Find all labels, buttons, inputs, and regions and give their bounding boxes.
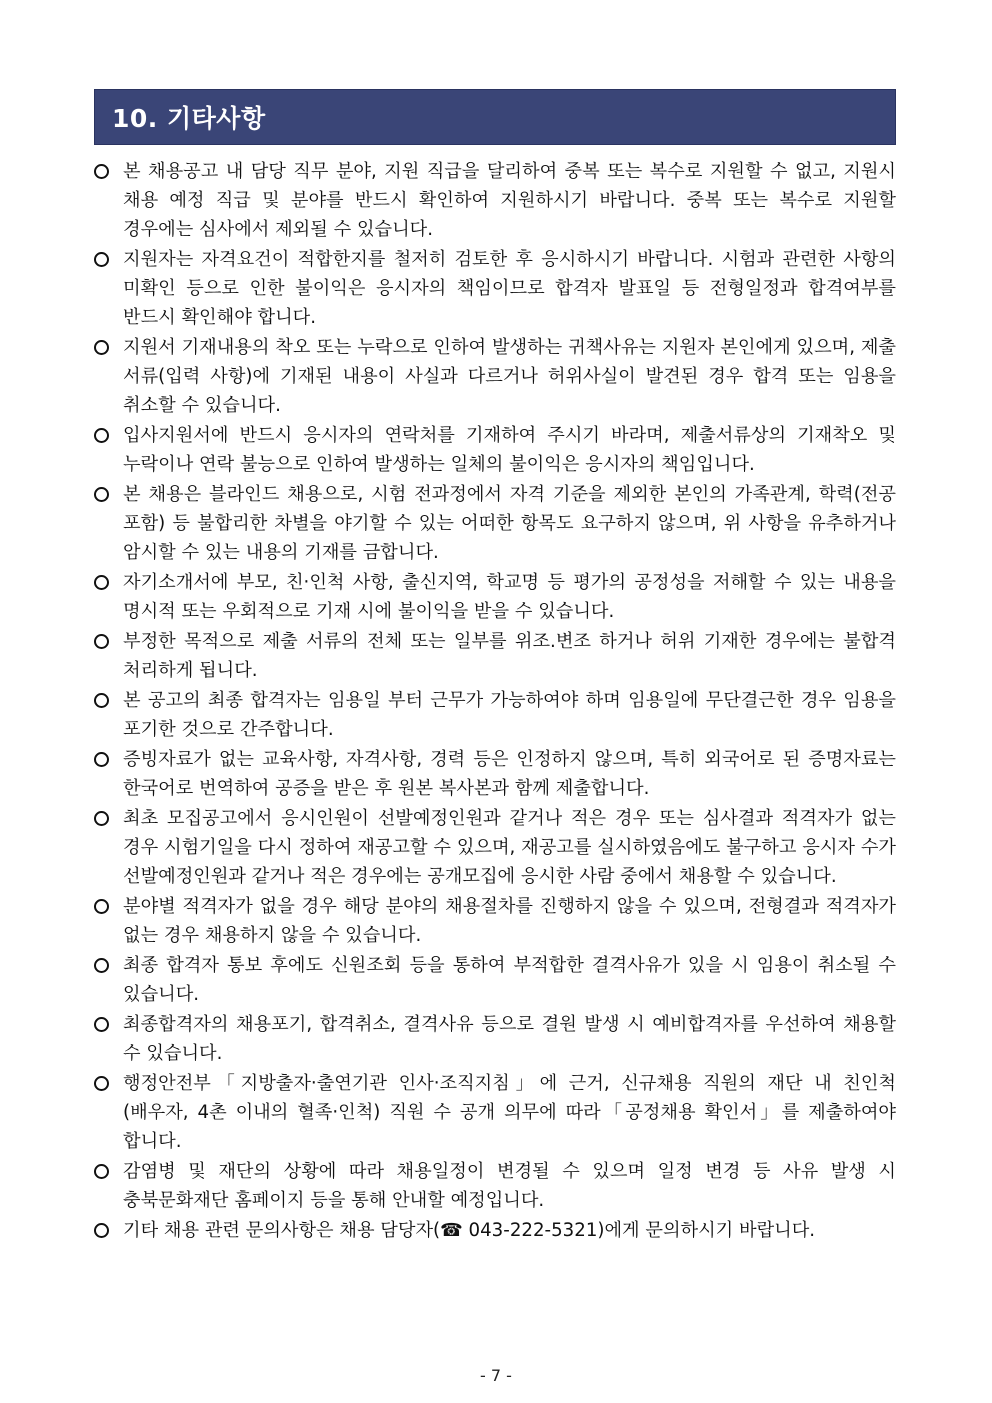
list-item-text: 행정안전부「지방출자·출연기관 인사·조직지침」에 근거, 신규채용 직원의 재단 내 친인척(배우자, 4촌 이내의 혈족·인척) 직원 수 공개 의무에 따라「공정채용 확인서」를 제출하여야 합니다. <box>123 1073 896 1152</box>
notice-list <box>94 157 896 1246</box>
list-item-text: 지원자는 자격요건이 적합한지를 철저히 검토한 후 응시하시기 바랍니다. 시험과 관련한 사항의 미확인 등으로 인한 불이익은 응시자의 책임이므로 합격자 발표일 등 전형일정과 합격여부를 반드시 확인해야 합니다. <box>123 249 896 328</box>
list-item <box>94 421 896 479</box>
circle-bullet-icon <box>94 164 109 179</box>
list-item <box>94 1069 896 1156</box>
list-item <box>94 568 896 626</box>
circle-bullet-icon <box>94 1076 109 1091</box>
list-item-text: 본 채용은 블라인드 채용으로, 시험 전과정에서 자격 기준을 제외한 본인의 가족관계, 학력(전공 포함) 등 불합리한 차별을 야기할 수 있는 어떠한 항목도 요구하지 않으며, 위 사항을 유추하거나 암시할 수 있는 내용의 기재를 금합니다. <box>123 484 896 563</box>
circle-bullet-icon <box>94 1164 109 1179</box>
list-item <box>94 1216 896 1245</box>
list-item-text: 입사지원서에 반드시 응시자의 연락처를 기재하여 주시기 바라며, 제출서류상의 기재착오 및 누락이나 연락 불능으로 인하여 발생하는 일체의 불이익은 응시자의 책임입니다. <box>123 425 896 475</box>
list-item-text: 분야별 적격자가 없을 경우 해당 분야의 채용절차를 진행하지 않을 수 있으며, 전형결과 적격자가 없는 경우 채용하지 않을 수 있습니다. <box>123 896 896 946</box>
circle-bullet-icon <box>94 487 109 502</box>
circle-bullet-icon <box>94 428 109 443</box>
list-item <box>94 627 896 685</box>
list-item <box>94 1157 896 1215</box>
list-item <box>94 245 896 332</box>
list-item-text: 기타 채용 관련 문의사항은 채용 담당자(☎ 043-222-5321)에게 문의하시기 바랍니다. <box>123 1220 816 1241</box>
list-item <box>94 892 896 950</box>
list-item-text: 최초 모집공고에서 응시인원이 선발예정인원과 같거나 적은 경우 또는 심사결과 적격자가 없는 경우 시험기일을 다시 정하여 재공고할 수 있으며, 재공고를 실시하였음에도 불구하고 응시자 수가 선발예정인원과 같거나 적은 경우에는 공개모집에 응시한 사람 중에서 채용할 수 있습니다. <box>123 808 896 887</box>
page-number: - 7 - <box>480 1366 512 1385</box>
circle-bullet-icon <box>94 340 109 355</box>
list-item <box>94 951 896 1009</box>
circle-bullet-icon <box>94 634 109 649</box>
circle-bullet-icon <box>94 752 109 767</box>
list-item-text: 최종합격자의 채용포기, 합격취소, 결격사유 등으로 결원 발생 시 예비합격자를 우선하여 채용할 수 있습니다. <box>123 1014 896 1064</box>
list-item-text: 부정한 목적으로 제출 서류의 전체 또는 일부를 위조.변조 하거나 허위 기재한 경우에는 불합격 처리하게 됩니다. <box>123 631 896 681</box>
list-item <box>94 157 896 244</box>
list-item <box>94 333 896 420</box>
list-item-text: 최종 합격자 통보 후에도 신원조회 등을 통하여 부적합한 결격사유가 있을 시 임용이 취소될 수 있습니다. <box>123 955 896 1005</box>
circle-bullet-icon <box>94 958 109 973</box>
circle-bullet-icon <box>94 1223 109 1238</box>
circle-bullet-icon <box>94 811 109 826</box>
section-title: 10. 기타사항 <box>112 104 266 133</box>
list-item <box>94 480 896 567</box>
list-item-text: 본 공고의 최종 합격자는 임용일 부터 근무가 가능하여야 하며 임용일에 무단결근한 경우 임용을 포기한 것으로 간주합니다. <box>123 690 896 740</box>
list-item <box>94 686 896 744</box>
list-item-text: 증빙자료가 없는 교육사항, 자격사항, 경력 등은 인정하지 않으며, 특히 외국어로 된 증명자료는 한국어로 번역하여 공증을 받은 후 원본 복사본과 함께 제출합니다. <box>123 749 896 799</box>
circle-bullet-icon <box>94 575 109 590</box>
list-item-text: 지원서 기재내용의 착오 또는 누락으로 인하여 발생하는 귀책사유는 지원자 본인에게 있으며, 제출 서류(입력 사항)에 기재된 내용이 사실과 다르거나 허위사실이 발견된 경우 합격 또는 임용을 취소할 수 있습니다. <box>123 337 896 416</box>
list-item-text: 자기소개서에 부모, 친·인척 사항, 출신지역, 학교명 등 평가의 공정성을 저해할 수 있는 내용을 명시적 또는 우회적으로 기재 시에 불이익을 받을 수 있습니다. <box>123 572 896 622</box>
circle-bullet-icon <box>94 1017 109 1032</box>
circle-bullet-icon <box>94 693 109 708</box>
list-item-text: 본 채용공고 내 담당 직무 분야, 지원 직급을 달리하여 중복 또는 복수로 지원할 수 없고, 지원시 채용 예정 직급 및 분야를 반드시 확인하여 지원하시기 바랍니다. 중복 또는 복수로 지원할 경우에는 심사에서 제외될 수 있습니다. <box>123 161 896 240</box>
list-item <box>94 1010 896 1068</box>
circle-bullet-icon <box>94 252 109 267</box>
list-item-text: 감염병 및 재단의 상황에 따라 채용일정이 변경될 수 있으며 일정 변경 등 사유 발생 시 충북문화재단 홈페이지 등을 통해 안내할 예정입니다. <box>123 1161 896 1211</box>
list-item <box>94 745 896 803</box>
circle-bullet-icon <box>94 899 109 914</box>
list-item <box>94 804 896 891</box>
section-header <box>94 89 896 145</box>
